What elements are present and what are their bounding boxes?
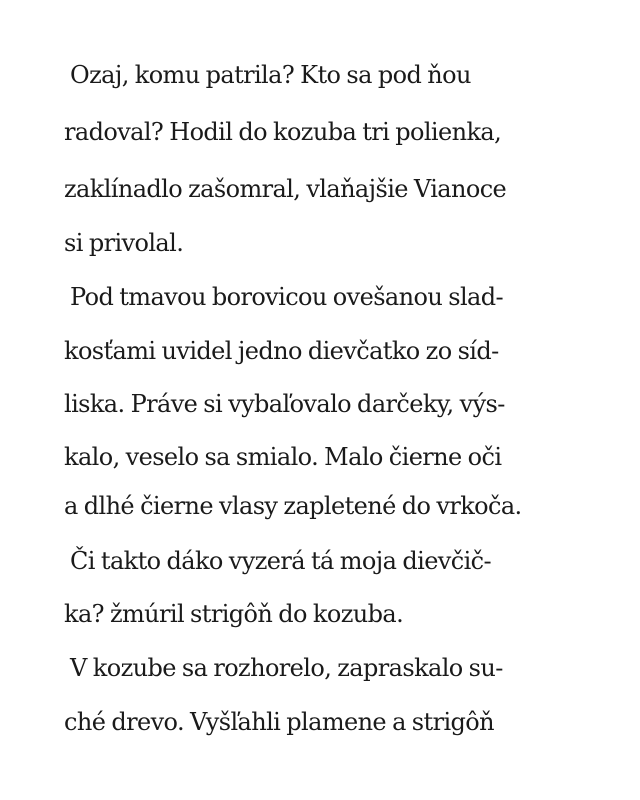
text-line: Pod tmavou borovicou ovešanou slad- bbox=[64, 283, 503, 311]
text-line: kosťami uvidel jedno dievčatko zo síd- bbox=[64, 337, 499, 365]
text-line: ka? žmúril strigôň do kozuba. bbox=[64, 600, 404, 628]
text-line: Či takto dáko vyzerá tá moja dievčič- bbox=[64, 547, 492, 575]
text-line: a dlhé čierne vlasy zapletené do vrkoča. bbox=[64, 492, 522, 520]
text-line: zaklínadlo zašomral, vlaňajšie Vianoce bbox=[64, 175, 507, 203]
text-line: si privolal. bbox=[64, 229, 184, 257]
text-line: radoval? Hodil do kozuba tri polienka, bbox=[64, 118, 502, 146]
text-line: ché drevo. Vyšľahli plamene a strigôň bbox=[64, 708, 494, 736]
text-line: liska. Práve si vybaľovalo darčeky, výs- bbox=[64, 390, 505, 418]
text-line: Ozaj, komu patrila? Kto sa pod ňou bbox=[64, 61, 471, 89]
text-line: V kozube sa rozhorelo, zapraskalo su- bbox=[64, 654, 503, 682]
text-line: kalo, veselo sa smialo. Malo čierne oči bbox=[64, 443, 502, 471]
